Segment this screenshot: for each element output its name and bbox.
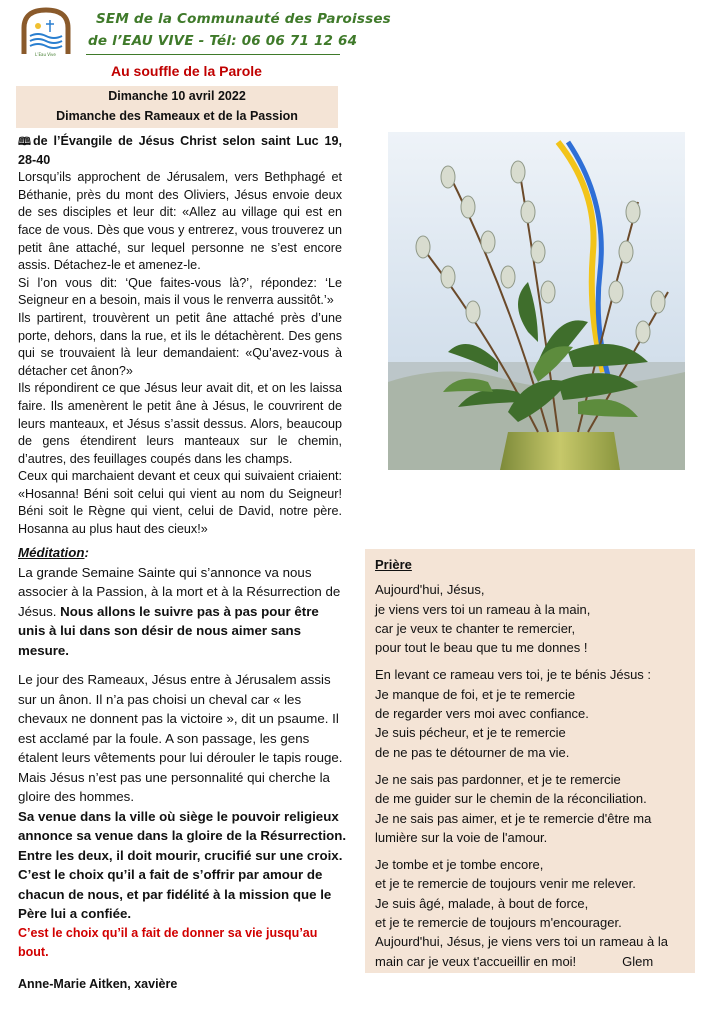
meditation-section xyxy=(18,543,348,1004)
parish-logo-icon xyxy=(16,6,76,58)
header-divider xyxy=(86,54,340,55)
prayer-line: de ne pas te détourner de ma vie. xyxy=(375,744,570,760)
prayer-stanza xyxy=(375,770,685,847)
prayer-line: lumière sur la voie de l'amour. xyxy=(375,829,548,845)
prayer-line: Je suis âgé, malade, à bout de force, xyxy=(375,895,589,911)
section-title: Au souffle de la Parole xyxy=(111,63,262,79)
meditation-p2-bold: Sa venue dans la ville où siège le pouvoir religieux annonce sa venue dans la gloire de la Résurrection. Entre les deux, il doit mourir, crucifié sur une croix. C’est le choix qu’il a fait de s’offrir par amour de chacun de nous, et par fidélité à la mission que le Père lui a confiée. xyxy=(18,808,347,921)
gospel-source-label: de l’Évangile de Jésus Christ selon saint Luc 19, 28-40 xyxy=(18,134,342,167)
meditation-highlight: C’est le choix qu’il a fait de donner sa vie jusqu’au bout. xyxy=(18,925,318,959)
prayer-line: car je veux te chanter te remercier, xyxy=(375,620,576,636)
prayer-box xyxy=(365,549,695,973)
prayer-line: main car je veux t'accueillir en moi! xyxy=(375,953,577,969)
prayer-stanza xyxy=(375,855,685,971)
prayer-stanza xyxy=(375,580,685,657)
prayer-title: Prière xyxy=(375,557,412,572)
prayer-line: Je manque de foi, et je te remercie xyxy=(375,686,576,702)
meditation-p2-text: Le jour des Rameaux, Jésus entre à Jérusalem assis sur un ânon. Il n’a pas choisi un cheval car « les chevaux ne donnent pas la victoire », dit un psaume. Il est acclamé par la foule. A son passage, les gens étalent leurs vêtements pour lui dérouler le tapis rouge. Mais Jésus n’est pas une personnalité qui cherche la gloire des hommes. xyxy=(18,672,343,804)
meditation-title-label: Méditation xyxy=(18,545,85,560)
logo-text: L’Eau Vive xyxy=(35,52,56,57)
prayer-line: Aujourd'hui, Jésus, xyxy=(375,582,485,598)
header-title-line1: SEM de la Communauté des Paroisses xyxy=(96,11,391,27)
gospel-paragraph: Si l’on vous dit: ‘Que faites-vous là?’, répondez: ‘Le Seigneur en a besoin, mais il vous le renverra aussitôt.’» xyxy=(18,275,342,308)
prayer-line: et je te remercie de toujours venir me relever. xyxy=(375,876,636,892)
gospel-paragraph: Ceux qui marchaient devant et ceux qui suivaient criaient: «Hosanna! Béni soit celui qui vient au nom du Seigneur! Béni soit le Règne qui vient, celui de David, notre père. Hosanna au plus haut des cieux!» xyxy=(18,469,342,537)
prayer-stanza xyxy=(375,665,685,761)
prayer-line: Je suis pécheur, et je te remercie xyxy=(375,725,566,741)
meditation-author: Anne-Marie Aitken, xavière xyxy=(18,976,178,991)
gospel-paragraph: Ils partirent, trouvèrent un petit âne attaché près d’une porte, dehors, dans la rue, et ils le détachèrent. Des gens qui se trouvaient là leur demandaient: «Qu’avez-vous à détacher cet ânon?» xyxy=(18,310,342,378)
prayer-line: pour tout le beau que tu me donnes ! xyxy=(375,640,588,656)
prayer-signature: Glem xyxy=(622,953,654,969)
date-box xyxy=(16,86,338,128)
gospel-paragraph: Lorsqu’ils approchent de Jérusalem, vers Bethphagé et Béthanie, près du mont des Oliviers, Jésus envoie deux de ses disciples et leur dit: «Allez au village qui est en face de vous. Dès que vous y entrerez, vous trouverez un petit âne attaché, sur lequel personne ne s’est encore assis. Détachez-le et amenez-le. xyxy=(18,170,342,273)
prayer-line: En levant ce rameau vers toi, je te bénis Jésus : xyxy=(375,667,652,683)
meditation-p1-text: La grande Semaine Sainte qui s’annonce va nous associer à la Passion, à la mort et à la Résurrection de Jésus. xyxy=(18,564,341,619)
prayer-line: de regarder vers moi avec confiance. xyxy=(375,706,589,722)
meditation-paragraph-1 xyxy=(18,563,348,661)
header-title-line2: de l’EAU VIVE - Tél: 06 06 71 12 64 xyxy=(88,33,358,49)
prayer-line: je viens vers toi un rameau à la main, xyxy=(375,601,591,617)
sunday-date: Dimanche 10 avril 2022 xyxy=(108,89,246,103)
prayer-line: Je ne sais pas pardonner, et je te remercie xyxy=(375,771,621,787)
prayer-line-last xyxy=(375,952,685,971)
gospel-text xyxy=(18,133,342,539)
meditation-paragraph-2 xyxy=(18,670,348,924)
feast-name: Dimanche des Rameaux et de la Passion xyxy=(56,109,298,123)
prayer-line: de me guider sur le chemin de la réconciliation. xyxy=(375,791,647,807)
meditation-title-suffix: : xyxy=(84,545,89,560)
prayer-line: et je te remercie de toujours m'encourager. xyxy=(375,915,622,931)
book-icon: 🕮 xyxy=(18,136,31,148)
prayer-line: Aujourd'hui, Jésus, je viens vers toi un rameau à la xyxy=(375,934,668,950)
gospel-source xyxy=(18,133,342,169)
palm-branches-photo xyxy=(388,132,685,470)
meditation-p1-bold: Nous allons le suivre pas à pas pour être unis à lui dans son désir de nous aimer sans mesure. xyxy=(18,603,319,658)
meditation-title xyxy=(18,543,348,563)
gospel-paragraph: Ils répondirent ce que Jésus leur avait dit, et on les laissa faire. Ils amenèrent le petit âne à Jésus, le couvrirent de leurs manteaux, et Jésus s’assit dessus. Alors, beaucoup de gens étendirent leurs manteaux sur le chemin, d’autres, des feuillages coupés dans les champs. xyxy=(18,381,342,466)
prayer-line: Je ne sais pas aimer, et je te remercie d'être ma xyxy=(375,810,652,826)
prayer-line: Je tombe et je tombe encore, xyxy=(375,857,544,873)
